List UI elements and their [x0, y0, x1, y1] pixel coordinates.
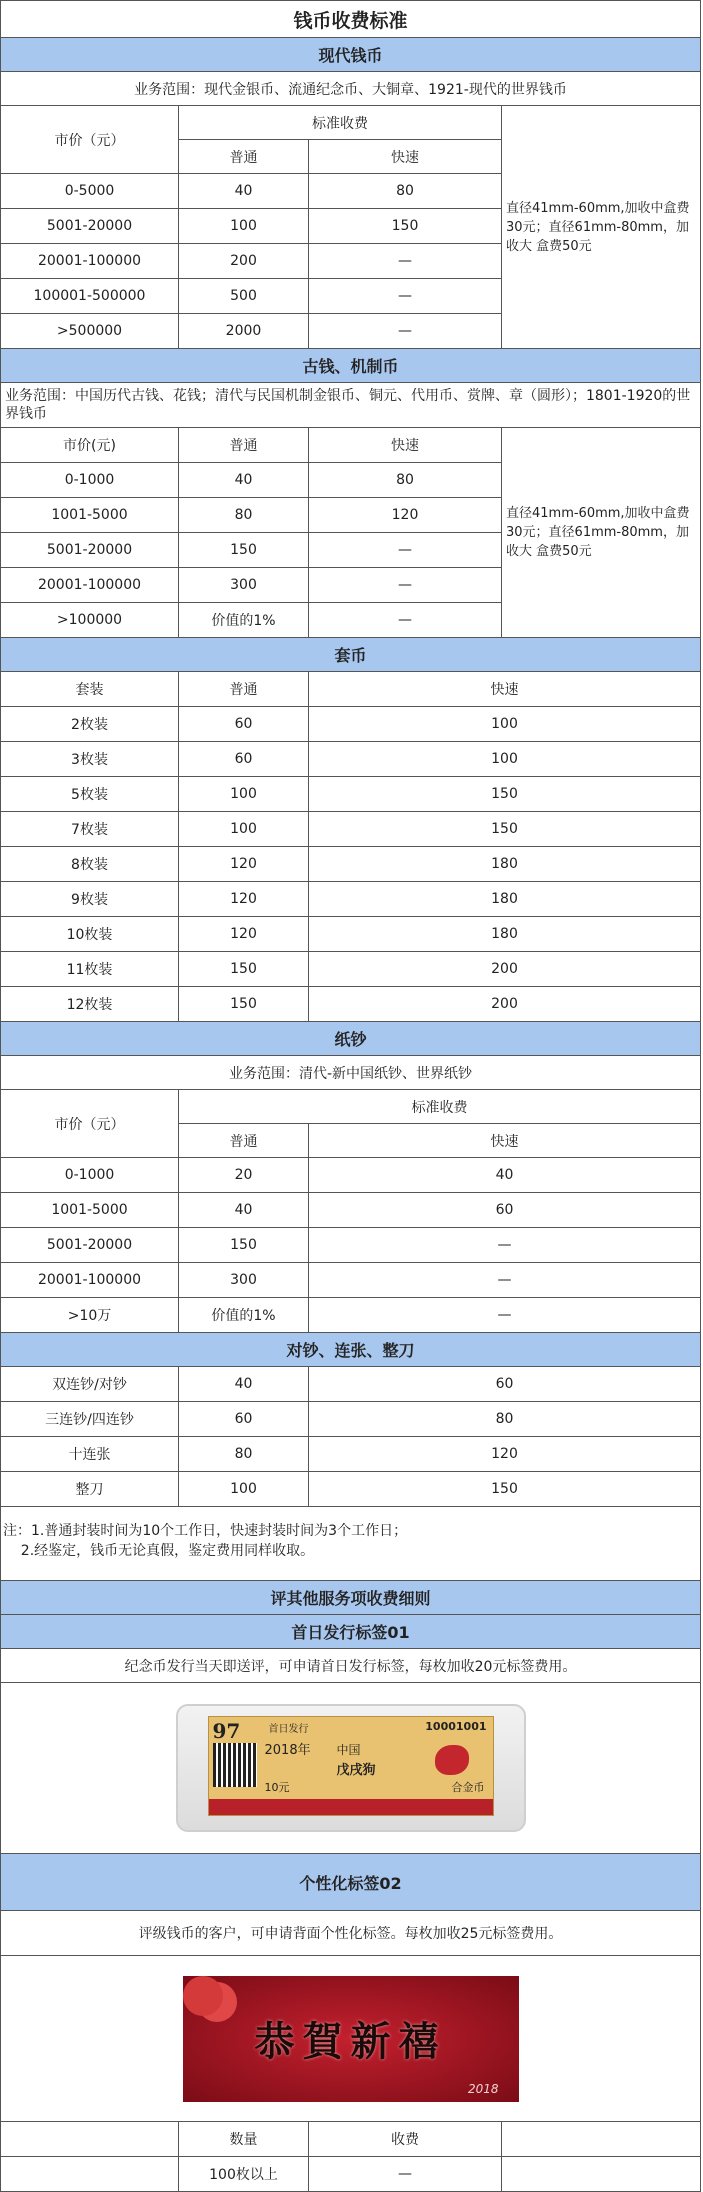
sets-col-fast: 快速 [490, 682, 519, 698]
table-row [1, 1193, 700, 1228]
section-firstday-title: 首日发行标签01 [1, 1615, 700, 1649]
item-cell: 双连钞/对钞 [1, 1367, 179, 1401]
section-ancient-title: 古钱、机制币 [1, 349, 700, 383]
modern-col-normal: 普通 [179, 140, 309, 173]
normal-cell: 价值的1% [179, 603, 309, 637]
normal-cell: 500 [179, 279, 309, 313]
table-row [1, 952, 700, 987]
fast-cell: — [398, 577, 412, 593]
paper-col-fast: 快速 [490, 1133, 519, 1150]
paper-col-price: 市价（元） [1, 1090, 179, 1157]
price-cell: >500000 [1, 314, 179, 348]
paper-header [1, 1090, 700, 1158]
set-cell: 3枚装 [1, 742, 179, 776]
section-sets-title: 套币 [1, 638, 700, 672]
qty-col-fee: 收费 [309, 2122, 502, 2156]
fast-cell: — [398, 253, 412, 269]
page-title-text: 钱币收费标准 [293, 9, 408, 32]
table-row [1, 882, 700, 917]
fast-cell: 60 [495, 1376, 514, 1392]
table-row [1, 812, 700, 847]
ancient-col-normal: 普通 [179, 428, 309, 462]
item-cell: 整刀 [1, 1472, 179, 1506]
section-personal-title: 个性化标签02 [1, 1854, 700, 1911]
fast-cell: 100 [491, 751, 518, 767]
paper-col-std: 标准收费 [179, 1090, 700, 1124]
label-serial: 10001001 [425, 1720, 487, 1733]
grade-number: 97 [212, 1719, 241, 1743]
normal-cell: 40 [179, 1367, 309, 1401]
table-row [1, 742, 700, 777]
price-cell: 20001-100000 [1, 1263, 179, 1297]
modern-col-std: 标准收费 [179, 106, 501, 140]
table-row [1, 1437, 700, 1472]
table-row [1, 1298, 700, 1333]
normal-cell: 20 [179, 1158, 309, 1192]
greeting-banner [183, 1976, 519, 2102]
table-row [1, 244, 501, 279]
table-row [1, 1228, 700, 1263]
note-line-1: 注：1.普通封装时间为10个工作日，快速封装时间为3个工作日； [3, 1523, 408, 1539]
normal-cell: 150 [179, 1228, 309, 1262]
sets-col-normal: 普通 [179, 672, 309, 706]
modern-col-price: 市价（元） [1, 106, 179, 173]
fast-cell: 60 [495, 1202, 514, 1218]
set-cell: 10枚装 [1, 917, 179, 951]
qty-header [1, 2122, 700, 2157]
price-cell: 20001-100000 [1, 244, 179, 278]
table-row [1, 533, 501, 568]
personal-desc: 评级钱币的客户，可申请背面个性化标签。每枚加收25元标签费用。 [1, 1911, 700, 1956]
lantern-icon [183, 1976, 223, 2016]
set-cell: 2枚装 [1, 707, 179, 741]
normal-cell: 150 [179, 533, 309, 567]
banner-greeting-text: 恭賀新禧 [254, 2018, 447, 2065]
fast-cell: 180 [491, 891, 518, 907]
normal-cell: 150 [179, 987, 309, 1021]
normal-cell: 100 [179, 812, 309, 846]
normal-cell: 60 [179, 1402, 309, 1436]
label-footer-band [209, 1799, 493, 1815]
price-cell: 5001-20000 [1, 209, 179, 243]
qr-code-icon [213, 1743, 257, 1787]
price-cell: 5001-20000 [1, 533, 179, 567]
label-year: 2018年 [264, 1743, 311, 1758]
table-row [1, 917, 700, 952]
price-cell: 0-1000 [1, 463, 179, 497]
price-cell: 0-1000 [1, 1158, 179, 1192]
fast-cell: 40 [495, 1167, 514, 1183]
qty-spacer-right [502, 2122, 700, 2156]
sets-header [1, 672, 700, 707]
label-metal: 合金币 [451, 1781, 485, 1794]
modern-header [1, 106, 501, 174]
fast-cell: 120 [391, 507, 419, 523]
fast-cell: 200 [491, 961, 518, 977]
set-cell: 11枚装 [1, 952, 179, 986]
set-cell: 9枚装 [1, 882, 179, 916]
page-title [1, 1, 700, 38]
table-row [1, 1472, 700, 1507]
firstday-desc: 纪念币发行当天即送评，可申请首日发行标签，每枚加收20元标签费用。 [1, 1649, 700, 1683]
fast-cell: 120 [491, 1446, 518, 1462]
set-cell: 12枚装 [1, 987, 179, 1021]
set-cell: 5枚装 [1, 777, 179, 811]
normal-cell: 120 [179, 847, 309, 881]
normal-cell: 2000 [179, 314, 309, 348]
price-cell: 20001-100000 [1, 568, 179, 602]
slab-label [208, 1716, 494, 1816]
modern-table [1, 106, 700, 349]
fast-cell: 100 [491, 716, 518, 732]
normal-cell: 80 [179, 498, 309, 532]
normal-cell: 120 [179, 882, 309, 916]
table-row [1, 603, 501, 637]
fast-cell: — [398, 542, 412, 558]
ancient-col-price: 市价(元) [1, 428, 179, 462]
table-row [1, 174, 501, 209]
table-row [1, 847, 700, 882]
normal-cell: 40 [179, 463, 309, 497]
section-modern-title: 现代钱币 [1, 38, 700, 72]
fast-cell: 150 [491, 821, 518, 837]
fast-cell: — [398, 323, 412, 339]
note-line-2: 2.经鉴定，钱币无论真假，鉴定费用同样收取。 [3, 1543, 315, 1559]
qty-cell: 100枚以上 [179, 2157, 309, 2191]
fast-cell: — [398, 612, 412, 628]
fast-cell: — [497, 1237, 512, 1253]
table-row [1, 209, 501, 244]
normal-cell: 100 [179, 209, 309, 243]
normal-cell: 60 [179, 707, 309, 741]
normal-cell: 40 [179, 1193, 309, 1227]
price-cell: 5001-20000 [1, 1228, 179, 1262]
table-row [1, 279, 501, 314]
section-pairs-title: 对钞、连张、整刀 [1, 1333, 700, 1367]
qty-spacer-right [502, 2157, 700, 2191]
set-cell: 7枚装 [1, 812, 179, 846]
label-tag: 首日发行 [268, 1724, 309, 1735]
fast-cell: 80 [495, 1411, 514, 1427]
fast-cell: 150 [491, 786, 518, 802]
normal-cell: 150 [179, 952, 309, 986]
paper-col-normal: 普通 [179, 1124, 309, 1157]
table-row [1, 568, 501, 603]
normal-cell: 60 [179, 742, 309, 776]
fast-cell: — [497, 1272, 512, 1288]
item-cell: 十连张 [1, 1437, 179, 1471]
dog-emblem-icon [435, 1745, 469, 1775]
ancient-table [1, 428, 700, 638]
normal-cell: 300 [179, 1263, 309, 1297]
sets-col-set: 套装 [1, 672, 179, 706]
personal-banner-image [1, 1956, 700, 2122]
price-cell: 100001-500000 [1, 279, 179, 313]
label-face: 10元 [264, 1781, 290, 1794]
paper-scope: 业务范围：清代-新中国纸钞、世界纸钞 [1, 1056, 700, 1090]
set-cell: 8枚装 [1, 847, 179, 881]
fast-cell: 80 [396, 183, 414, 199]
normal-cell: 40 [179, 174, 309, 208]
table-row [1, 707, 700, 742]
table-row [1, 1263, 700, 1298]
modern-box-note: 直径41mm-60mm,加收中盒费30元；直径61mm-80mm，加收大 盒费50元 [506, 200, 690, 254]
table-row [1, 987, 700, 1022]
fast-cell: 150 [391, 218, 419, 234]
fast-cell: 180 [491, 926, 518, 942]
ancient-col-fast: 快速 [391, 438, 419, 454]
label-country: 中国 [336, 1743, 361, 1757]
normal-cell: 200 [179, 244, 309, 278]
table-row [1, 1158, 700, 1193]
fee-cell: — [309, 2157, 502, 2191]
ancient-scope: 业务范围：中国历代古钱、花钱；清代与民国机制金银币、铜元、代用币、赏牌、章（圆形）；1801-1920的世界钱币 [1, 383, 700, 428]
ancient-box-note: 直径41mm-60mm,加收中盒费30元；直径61mm-80mm，加收大 盒费50元 [506, 506, 690, 559]
banner-year: 2018 [467, 2081, 499, 2096]
modern-scope: 业务范围：现代金银币、流通纪念币、大铜章、1921-现代的世界钱币 [1, 72, 700, 106]
footnotes [1, 1507, 700, 1581]
normal-cell: 100 [179, 777, 309, 811]
label-name: 戊戌狗 [336, 1763, 376, 1778]
price-cell: 1001-5000 [1, 498, 179, 532]
fast-cell: — [497, 1307, 512, 1323]
item-cell: 三连钞/四连钞 [1, 1402, 179, 1436]
section-paper-title: 纸钞 [1, 1022, 700, 1056]
price-cell: >10万 [1, 1298, 179, 1332]
normal-cell: 300 [179, 568, 309, 602]
fast-cell: 80 [396, 472, 414, 488]
price-cell: 0-5000 [1, 174, 179, 208]
qty-spacer-left [1, 2157, 179, 2191]
normal-cell: 120 [179, 917, 309, 951]
table-row [1, 1367, 700, 1402]
table-row [1, 777, 700, 812]
normal-cell: 100 [179, 1472, 309, 1506]
fast-cell: 200 [491, 996, 518, 1012]
qty-spacer-left [1, 2122, 179, 2156]
table-row [1, 314, 501, 348]
normal-cell: 价值的1% [179, 1298, 309, 1332]
table-row [1, 498, 501, 533]
table-row [1, 463, 501, 498]
fast-cell: 150 [491, 1481, 518, 1497]
table-row [1, 1402, 700, 1437]
qty-col-qty: 数量 [179, 2122, 309, 2156]
fast-cell: — [398, 288, 412, 304]
firstday-label-image [1, 1683, 700, 1854]
section-other-title: 评其他服务项收费细则 [1, 1581, 700, 1615]
fast-cell: 180 [491, 856, 518, 872]
price-cell: 1001-5000 [1, 1193, 179, 1227]
price-cell: >100000 [1, 603, 179, 637]
ancient-header [1, 428, 501, 463]
slab-holder [176, 1704, 526, 1832]
modern-col-fast: 快速 [391, 149, 419, 166]
table-row [1, 2157, 700, 2191]
normal-cell: 80 [179, 1437, 309, 1471]
